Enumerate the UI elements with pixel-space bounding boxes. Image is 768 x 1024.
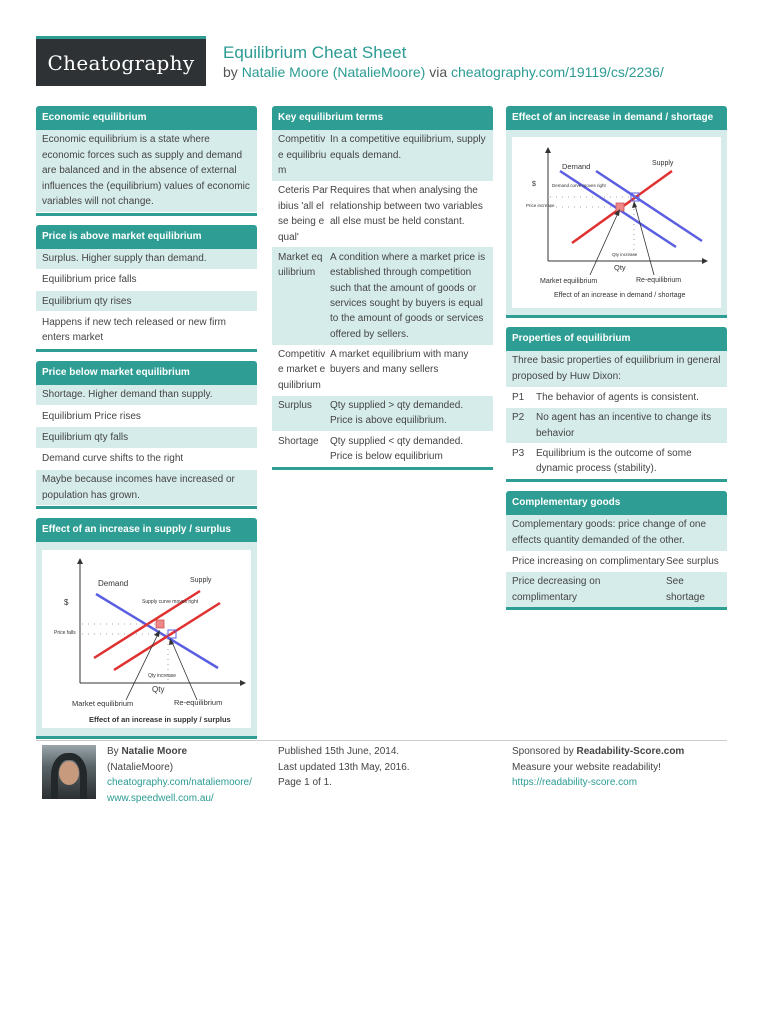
footer — [36, 740, 727, 820]
re-equilibrium-label: Re-equilibrium — [636, 277, 682, 284]
page-count: Page 1 of 1. — [278, 777, 332, 789]
table-row — [272, 431, 493, 467]
list-item: Equilibrium Price rises — [36, 406, 257, 427]
sponsor-tagline: Measure your website readability! — [512, 761, 661, 773]
by-label: By — [107, 746, 119, 757]
market-equilibrium-point — [156, 620, 164, 628]
author-name: Natalie Moore — [121, 746, 188, 757]
pointer-line — [635, 205, 654, 275]
market-equilibrium-point — [616, 203, 624, 211]
term: Competitive equilibrium — [278, 134, 327, 177]
sheet-url-link[interactable]: cheatography.com/19119/cs/2236/ — [451, 64, 664, 80]
definition: In a competitive equilibrium, supply equals demand. — [330, 134, 486, 161]
sponsor-link[interactable]: https://readability-score.com — [512, 777, 638, 789]
box-header: Effect of an increase in demand / shortage — [506, 106, 727, 130]
author-website-link[interactable]: www.speedwell.com.au/ — [107, 792, 214, 804]
x-axis-arrow — [240, 680, 246, 686]
y-axis-arrow — [77, 558, 83, 564]
supply-label: Supply — [652, 160, 674, 167]
list-item: Equilibrium qty rises — [36, 291, 257, 312]
list-item: Happens if new tech released or new firm enters market — [36, 312, 257, 349]
demand-shift-note: Demand curve moves right — [552, 183, 606, 188]
box-header: Properties of equilibrium — [506, 327, 727, 351]
price-below-box — [36, 361, 257, 509]
dollar-label: $ — [64, 598, 69, 608]
comp-result: See surplus — [666, 555, 719, 567]
key-terms-box — [272, 106, 493, 470]
list-item: Shortage. Higher demand than supply. — [36, 385, 257, 406]
definition: A market equilibrium with many buyers and many sellers — [330, 349, 469, 376]
author-handle: (NatalieMoore) — [107, 761, 174, 773]
comp-result: See shortage — [666, 576, 705, 603]
box-header: Price below market equilibrium — [36, 361, 257, 385]
table-row — [272, 345, 493, 396]
property-value: Equilibrium is the outcome of some dynamic process (stability). — [536, 447, 692, 475]
sponsor-info — [512, 744, 684, 791]
property-key: P3 — [512, 447, 525, 459]
property-value: The behavior of agents is consistent. — [536, 391, 699, 403]
demand-label: Demand — [98, 579, 129, 589]
list-item: Maybe because incomes have increased or population has grown. — [36, 470, 257, 507]
sponsor-name: Readability-Score.com — [576, 746, 685, 757]
table-row — [506, 388, 727, 408]
definition: Requires that when analysing the relationship between two variables all else must be held constant. — [330, 185, 483, 228]
avatar — [42, 745, 96, 799]
list-item: Equilibrium price falls — [36, 270, 257, 291]
supply-label: Supply — [190, 577, 212, 585]
qty-increase-label: Qty increase — [148, 673, 177, 680]
supply-shift-note: Supply curve moves right — [142, 599, 199, 606]
table-row — [506, 552, 727, 572]
box-header: Effect of an increase in supply / surplus — [36, 518, 257, 542]
box-text: Economic equilibrium is a state where economic forces such as supply and demand are balanced and in the absence of external influences the (equilibrium) values of economic variables will not change. — [36, 130, 257, 213]
chart-caption: Effect of an increase in demand / shortage — [554, 292, 686, 299]
pointer-line — [172, 642, 197, 700]
comp-condition: Price increasing on complimentary — [512, 555, 665, 567]
table-row — [272, 130, 493, 181]
table-row — [506, 408, 727, 444]
supply-increase-box — [36, 518, 257, 739]
box-header: Economic equilibrium — [36, 106, 257, 130]
term: Shortage — [278, 435, 319, 447]
pointer-arrow — [632, 201, 637, 208]
sponsored-label: Sponsored by — [512, 746, 574, 757]
term: Market equilibrium — [278, 251, 323, 279]
term: Surplus — [278, 400, 312, 412]
column-1 — [36, 106, 257, 748]
box-header: Complementary goods — [506, 491, 727, 515]
box-header: Price is above market equilibrium — [36, 225, 257, 249]
term: Ceteris Paribius 'all else being equal' — [278, 185, 329, 243]
price-increase-label: Price increase — [526, 203, 555, 208]
property-key: P1 — [512, 391, 525, 403]
properties-box — [506, 327, 727, 482]
demand-line — [96, 594, 218, 668]
qty-increase-label: Qty increase — [612, 252, 638, 257]
author-profile-link[interactable]: cheatography.com/nataliemoore/ — [107, 777, 252, 789]
property-value: No agent has an incentive to change its behavior — [536, 412, 712, 439]
definition: Qty supplied < qty demanded. Price is below equilibrium — [330, 435, 464, 463]
market-equilibrium-label: Market equilibrium — [540, 278, 598, 285]
list-item: Surplus. Higher supply than demand. — [36, 249, 257, 270]
chart-caption: Effect of an increase in supply / surplus — [89, 715, 231, 725]
economic-equilibrium-box — [36, 106, 257, 216]
page-title: Equilibrium Cheat Sheet — [223, 43, 407, 62]
definition: A condition where a market price is established through competition such that the amount of goods or services sought by buyers is equal to the amount of goods or services offered by sellers. — [330, 251, 486, 340]
price-falls-label: Price falls — [54, 630, 76, 637]
table-row — [272, 181, 493, 247]
byline — [223, 64, 664, 80]
box-intro: Three basic properties of equilibrium in general proposed by Huw Dixon: — [506, 351, 727, 388]
demand-increase-box — [506, 106, 727, 318]
demand-increase-diagram — [512, 137, 721, 308]
comp-condition: Price decreasing on complimentary — [512, 576, 601, 603]
updated-date: Last updated 13th May, 2016. — [278, 761, 410, 773]
by-label: by — [223, 64, 238, 80]
supply-increase-diagram — [42, 550, 251, 728]
column-3 — [506, 106, 727, 619]
table-row — [506, 572, 727, 608]
market-equilibrium-label: Market equilibrium — [72, 699, 134, 709]
box-intro: Complementary goods: price change of one effects quantity demanded of the other. — [506, 515, 727, 552]
table-row — [506, 443, 727, 479]
publish-info — [278, 744, 410, 791]
complementary-goods-box — [506, 491, 727, 610]
author-link[interactable]: Natalie Moore (NatalieMoore) — [241, 64, 426, 80]
x-axis-arrow — [702, 258, 708, 264]
column-2 — [272, 106, 493, 479]
definition: Qty supplied > qty demanded. Price is above equilibrium. — [330, 400, 464, 427]
table-row — [272, 396, 493, 432]
published-date: Published 15th June, 2014. — [278, 746, 400, 757]
author-info — [107, 744, 252, 806]
list-item: Equilibrium qty falls — [36, 427, 257, 448]
box-header: Key equilibrium terms — [272, 106, 493, 130]
chart-container — [506, 130, 727, 315]
chart-container — [36, 542, 257, 736]
demand-label: Demand — [562, 162, 591, 171]
list-item: Demand curve shifts to the right — [36, 449, 257, 470]
y-axis-arrow — [545, 147, 551, 153]
property-key: P2 — [512, 412, 525, 424]
re-equilibrium-label: Re-equilibrium — [174, 698, 223, 708]
price-above-box — [36, 225, 257, 352]
via-label: via — [429, 64, 448, 80]
qty-axis-label: Qty — [614, 263, 626, 272]
cheatography-logo[interactable] — [36, 36, 206, 86]
term: Competitive market equilibrium — [278, 349, 326, 391]
dollar-label: $ — [532, 181, 536, 188]
table-row — [272, 247, 493, 344]
qty-axis-label: Qty — [152, 685, 165, 695]
logo-text: Cheatography — [47, 50, 195, 75]
